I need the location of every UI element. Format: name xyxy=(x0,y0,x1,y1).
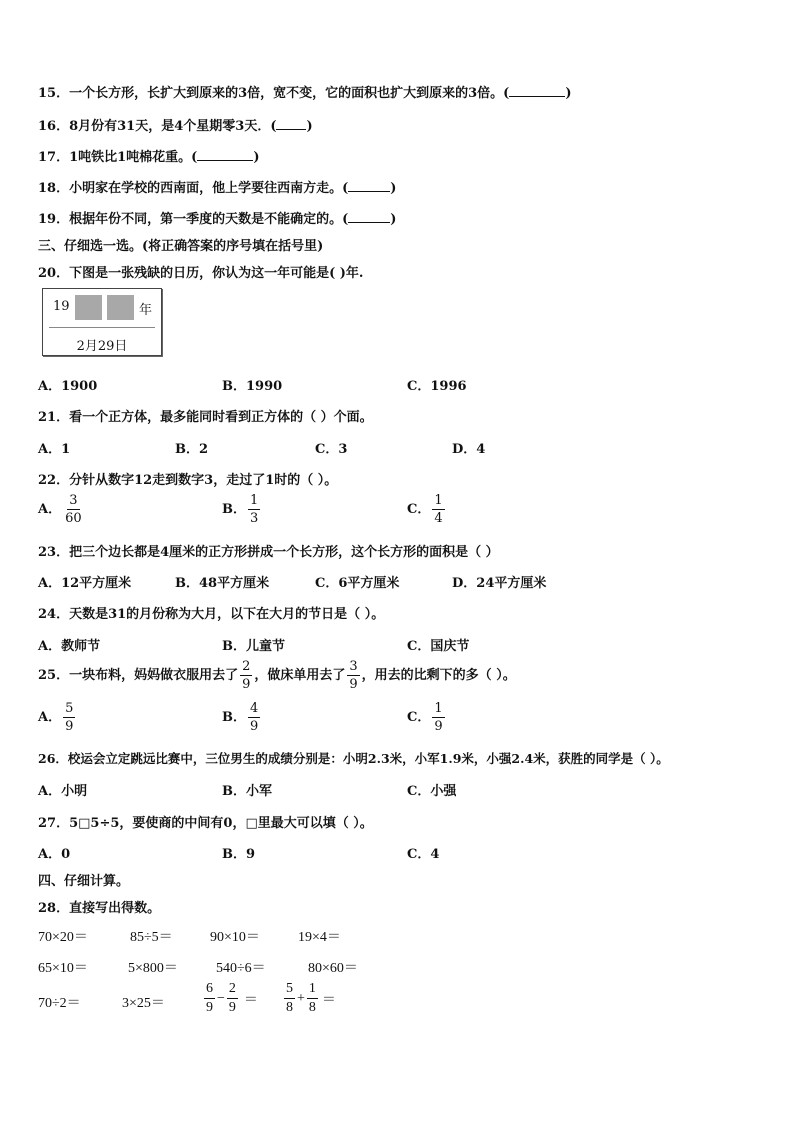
calc-item: 70×20＝ xyxy=(38,930,88,945)
question-20: 20．下图是一张残缺的日历，你认为这一年可能是( )年. xyxy=(38,266,364,281)
question-28: 28．直接写出得数。 xyxy=(38,901,161,916)
fraction: $\frac{4}{9}$ xyxy=(250,701,259,734)
q22-option-c[interactable]: C． $\frac{1}{4}$ xyxy=(407,493,443,526)
calc-item-fraction-add: $\frac{5}{8}$ + $\frac{1}{8}$ ＝ xyxy=(286,981,336,1015)
q25-option-b[interactable]: B． $\frac{4}{9}$ xyxy=(222,701,259,734)
q20-option-b[interactable]: B．1990 xyxy=(222,379,283,394)
question-17: 17．1吨铁比1吨棉花重。( ) xyxy=(38,150,260,165)
answer-blank-16[interactable] xyxy=(276,117,306,130)
q22-option-a[interactable]: A． $\frac{3}{60}$ xyxy=(38,493,82,526)
q20-option-c[interactable]: C．1996 xyxy=(407,379,467,394)
question-22: 22．分针从数字12走到数字3，走过了1时的（ ）。 xyxy=(38,473,338,488)
fraction: $\frac{6}{9}$ xyxy=(206,981,213,1015)
section-4-heading: 四、仔细计算。 xyxy=(38,874,130,889)
missing-digit-box xyxy=(75,295,102,320)
q25-option-a[interactable]: A． $\frac{5}{9}$ xyxy=(38,701,74,734)
question-27: 27．5□5÷5，要使商的中间有0，□里最大可以填（ ）。 xyxy=(38,816,373,831)
section-3-heading: 三、仔细选一选。(将正确答案的序号填在括号里) xyxy=(38,239,324,254)
question-25: 25．一块布料，妈妈做衣服用去了 $\frac{2}{9}$ ，做床单用去了 $\frac{3}{9}$ ，用去的比剩下的多（ ）。 xyxy=(38,659,516,692)
q22-option-b[interactable]: B． $\frac{1}{3}$ xyxy=(222,493,259,526)
calendar-divider xyxy=(49,327,155,328)
calc-item: 19×4＝ xyxy=(298,930,341,945)
calendar-year-prefix: 19 xyxy=(53,299,70,314)
calc-item: 90×10＝ xyxy=(210,930,260,945)
calc-item: 85÷5＝ xyxy=(130,930,173,945)
question-21: 21．看一个正方体，最多能同时看到正方体的（ ）个面。 xyxy=(38,410,373,425)
answer-blank-15[interactable] xyxy=(509,84,565,97)
question-19: 19．根据年份不同，第一季度的天数是不能确定的。( ) xyxy=(38,212,397,227)
fraction: $\frac{1}{8}$ xyxy=(308,981,316,1015)
answer-blank-18[interactable] xyxy=(348,179,390,192)
q20-option-a[interactable]: A．1900 xyxy=(38,379,98,394)
question-15: 15．一个长方形，长扩大到原来的3倍，宽不变，它的面积也扩大到原来的3倍。( ) xyxy=(38,86,572,101)
missing-digit-box xyxy=(107,295,134,320)
q21-option-d[interactable]: D．4 xyxy=(452,442,486,457)
fraction: $\frac{1}{9}$ xyxy=(434,701,443,734)
q23-option-c[interactable]: C．6平方厘米 xyxy=(315,576,400,591)
q21-option-b[interactable]: B．2 xyxy=(175,442,209,457)
q27-option-a[interactable]: A．0 xyxy=(38,847,71,862)
q25-option-c[interactable]: C． $\frac{1}{9}$ xyxy=(407,701,443,734)
calc-item: 540÷6＝ xyxy=(216,961,266,976)
q24-option-a[interactable]: A．教师节 xyxy=(38,639,101,654)
fraction: $\frac{3}{9}$ xyxy=(349,659,358,692)
fraction: $\frac{5}{9}$ xyxy=(65,701,74,734)
q27-option-b[interactable]: B．9 xyxy=(222,847,256,862)
q21-option-a[interactable]: A．1 xyxy=(38,442,71,457)
q26-option-c[interactable]: C．小强 xyxy=(407,784,457,799)
fraction: $\frac{2}{9}$ xyxy=(228,981,236,1015)
answer-blank-17[interactable] xyxy=(197,148,253,161)
fraction: $\frac{5}{8}$ xyxy=(286,981,293,1015)
question-24: 24．天数是31的月份称为大月，以下在大月的节日是（ ）。 xyxy=(38,607,385,622)
calc-item: 80×60＝ xyxy=(308,961,358,976)
q27-option-c[interactable]: C．4 xyxy=(407,847,440,862)
fraction: $\frac{1}{4}$ xyxy=(434,493,443,526)
answer-blank-19[interactable] xyxy=(348,210,390,223)
fraction: $\frac{1}{3}$ xyxy=(250,493,259,526)
fraction: $\frac{2}{9}$ xyxy=(242,659,251,692)
fraction: $\frac{3}{60}$ xyxy=(65,493,82,526)
q26-option-b[interactable]: B．小军 xyxy=(222,784,272,799)
q23-option-b[interactable]: B．48平方厘米 xyxy=(175,576,270,591)
calendar-year-suffix: 年 xyxy=(139,303,153,318)
broken-calendar xyxy=(42,288,162,356)
q24-option-c[interactable]: C．国庆节 xyxy=(407,639,470,654)
question-23: 23．把三个边长都是4厘米的正方形拼成一个长方形，这个长方形的面积是（ ） xyxy=(38,545,499,560)
question-16: 16．8月份有31天，是4个星期零3天．( ) xyxy=(38,119,313,134)
calc-item: 70÷2＝ xyxy=(38,996,81,1011)
q23-option-a[interactable]: A．12平方厘米 xyxy=(38,576,132,591)
question-26: 26．校运会立定跳远比赛中，三位男生的成绩分别是：小明2.3米，小军1.9米，小强2.4米，获胜的同学是（ ）。 xyxy=(38,751,669,766)
question-18: 18．小明家在学校的西南面，他上学要往西南方走。( ) xyxy=(38,181,397,196)
calc-item: 5×800＝ xyxy=(128,961,178,976)
q26-option-a[interactable]: A．小明 xyxy=(38,784,88,799)
q23-option-d[interactable]: D．24平方厘米 xyxy=(452,576,547,591)
q21-option-c[interactable]: C．3 xyxy=(315,442,348,457)
q24-option-b[interactable]: B．儿童节 xyxy=(222,639,285,654)
calendar-date: 2月29日 xyxy=(76,339,128,354)
calc-item: 65×10＝ xyxy=(38,961,88,976)
calc-item: 3×25＝ xyxy=(122,996,165,1011)
calc-item-fraction-subtract: $\frac{6}{9}$ − $\frac{2}{9}$ ＝ xyxy=(206,981,258,1015)
